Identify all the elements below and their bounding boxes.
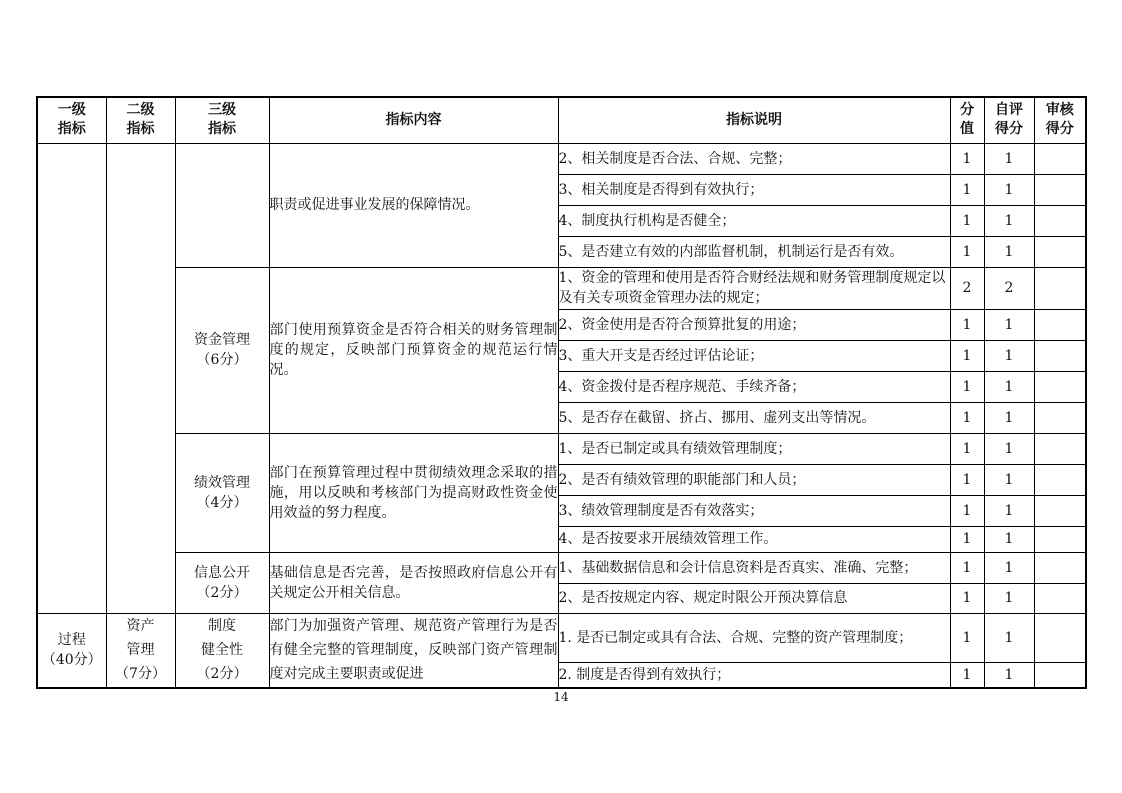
audit-score-cell[interactable] — [1034, 526, 1086, 552]
description-cell: 4、是否按要求开展绩效管理工作。 — [558, 526, 950, 552]
score-cell: 1 — [950, 552, 984, 583]
score-cell: 1 — [950, 143, 984, 174]
table-row — [37, 613, 1086, 662]
self-score-cell: 1 — [984, 464, 1034, 495]
score-cell: 1 — [950, 464, 984, 495]
audit-score-cell[interactable] — [1034, 371, 1086, 402]
score-cell: 1 — [950, 526, 984, 552]
header-audit-score: 审核 得分 — [1034, 97, 1086, 143]
header-level1: 一级 指标 — [37, 97, 106, 143]
audit-score-cell[interactable] — [1034, 267, 1086, 309]
score-cell: 1 — [950, 433, 984, 464]
header-level3: 三级 指标 — [175, 97, 269, 143]
audit-score-cell[interactable] — [1034, 613, 1086, 662]
description-cell: 2、是否有绩效管理的职能部门和人员； — [558, 464, 950, 495]
table-row — [37, 433, 1086, 464]
self-score-cell: 1 — [984, 309, 1034, 340]
description-cell: 2、是否按规定内容、规定时限公开预决算信息 — [558, 583, 950, 613]
score-cell: 1 — [950, 662, 984, 688]
description-cell: 1、基础数据信息和会计信息资料是否真实、准确、完整； — [558, 552, 950, 583]
page-number: 14 — [553, 690, 569, 704]
audit-score-cell[interactable] — [1034, 583, 1086, 613]
score-cell: 1 — [950, 236, 984, 267]
description-cell: 4、资金拨付是否程序规范、手续齐备； — [558, 371, 950, 402]
level1-cell-process: 过程 （40分） — [37, 613, 106, 688]
self-score-cell: 1 — [984, 526, 1034, 552]
score-cell: 1 — [950, 402, 984, 433]
self-score-cell: 1 — [984, 143, 1034, 174]
description-cell: 2、相关制度是否合法、合规、完整； — [558, 143, 950, 174]
self-score-cell: 1 — [984, 402, 1034, 433]
self-score-cell: 1 — [984, 662, 1034, 688]
level3-cell-performance-management: 绩效管理 （4分） — [175, 433, 269, 552]
table-row — [37, 267, 1086, 309]
level3-cell-system-soundness: 制度 健全性 （2分） — [175, 613, 269, 688]
description-cell: 1. 是否已制定或具有合法、合规、完整的资产管理制度； — [558, 613, 950, 662]
self-score-cell: 2 — [984, 267, 1034, 309]
description-cell: 1、资金的管理和使用是否符合财经法规和财务管理制度规定以及有关专项资金管理办法的规定； — [558, 267, 950, 309]
header-description: 指标说明 — [558, 97, 950, 143]
self-score-cell: 1 — [984, 371, 1034, 402]
score-cell: 1 — [950, 174, 984, 205]
audit-score-cell[interactable] — [1034, 552, 1086, 583]
score-cell: 2 — [950, 267, 984, 309]
self-score-cell: 1 — [984, 236, 1034, 267]
level3-cell-information-disclosure: 信息公开 （2分） — [175, 552, 269, 613]
score-cell: 1 — [950, 583, 984, 613]
header-self-score: 自评 得分 — [984, 97, 1034, 143]
self-score-cell: 1 — [984, 205, 1034, 236]
audit-score-cell[interactable] — [1034, 340, 1086, 371]
self-score-cell: 1 — [984, 552, 1034, 583]
score-cell: 1 — [950, 371, 984, 402]
content-cell: 部门在预算管理过程中贯彻绩效理念采取的措施，用以反映和考核部门为提高财政性资金使用效益的努力程度。 — [269, 433, 558, 552]
table-row — [37, 552, 1086, 583]
level2-cell-empty — [106, 143, 175, 613]
header-level2: 二级 指标 — [106, 97, 175, 143]
audit-score-cell[interactable] — [1034, 143, 1086, 174]
description-cell: 2. 制度是否得到有效执行； — [558, 662, 950, 688]
audit-score-cell[interactable] — [1034, 662, 1086, 688]
audit-score-cell[interactable] — [1034, 174, 1086, 205]
level2-cell-asset-management: 资产 管理 （7分） — [106, 613, 175, 688]
level1-cell-empty — [37, 143, 106, 613]
description-cell: 2、资金使用是否符合预算批复的用途； — [558, 309, 950, 340]
level3-cell-funds-management: 资金管理 （6分） — [175, 267, 269, 433]
description-cell: 5、是否存在截留、挤占、挪用、虚列支出等情况。 — [558, 402, 950, 433]
score-cell: 1 — [950, 340, 984, 371]
description-cell: 3、相关制度是否得到有效执行； — [558, 174, 950, 205]
description-cell: 4、制度执行机构是否健全； — [558, 205, 950, 236]
self-score-cell: 1 — [984, 174, 1034, 205]
table-header-row — [37, 97, 1086, 143]
self-score-cell: 1 — [984, 495, 1034, 526]
score-cell: 1 — [950, 613, 984, 662]
evaluation-index-table — [36, 96, 1087, 689]
self-score-cell: 1 — [984, 583, 1034, 613]
description-cell: 3、重大开支是否经过评估论证； — [558, 340, 950, 371]
audit-score-cell[interactable] — [1034, 495, 1086, 526]
audit-score-cell[interactable] — [1034, 433, 1086, 464]
self-score-cell: 1 — [984, 340, 1034, 371]
header-content: 指标内容 — [269, 97, 558, 143]
self-score-cell: 1 — [984, 613, 1034, 662]
content-cell: 基础信息是否完善，是否按照政府信息公开有关规定公开相关信息。 — [269, 552, 558, 613]
content-cell: 职责或促进事业发展的保障情况。 — [269, 143, 558, 267]
score-cell: 1 — [950, 205, 984, 236]
audit-score-cell[interactable] — [1034, 402, 1086, 433]
self-score-cell: 1 — [984, 433, 1034, 464]
description-cell: 3、绩效管理制度是否有效落实； — [558, 495, 950, 526]
audit-score-cell[interactable] — [1034, 309, 1086, 340]
score-cell: 1 — [950, 309, 984, 340]
audit-score-cell[interactable] — [1034, 205, 1086, 236]
audit-score-cell[interactable] — [1034, 236, 1086, 267]
description-cell: 1、是否已制定或具有绩效管理制度； — [558, 433, 950, 464]
content-cell: 部门使用预算资金是否符合相关的财务管理制度的规定，反映部门预算资金的规范运行情况。 — [269, 267, 558, 433]
level3-cell-empty — [175, 143, 269, 267]
score-cell: 1 — [950, 495, 984, 526]
header-score: 分 值 — [950, 97, 984, 143]
audit-score-cell[interactable] — [1034, 464, 1086, 495]
content-cell: 部门为加强资产管理、规范资产管理行为是否有健全完整的管理制度，反映部门资产管理制度对完成主要职责或促进 — [269, 613, 558, 688]
description-cell: 5、是否建立有效的内部监督机制，机制运行是否有效。 — [558, 236, 950, 267]
table-row — [37, 143, 1086, 174]
